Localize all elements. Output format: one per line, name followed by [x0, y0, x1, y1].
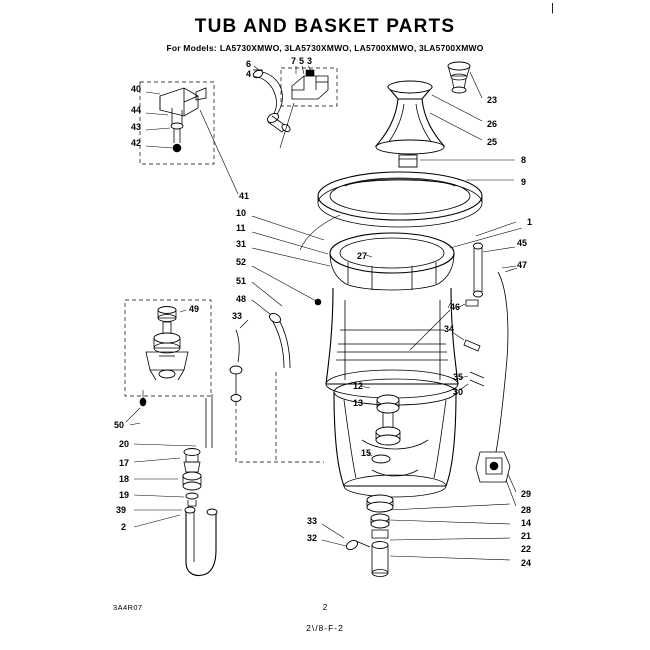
callout-28: 28	[521, 505, 532, 515]
callout-12: 12	[353, 381, 364, 391]
callout-51: 51	[236, 276, 247, 286]
hose-assembly-group	[252, 66, 291, 133]
callout-48: 48	[236, 294, 247, 304]
callout-5: 5	[299, 56, 305, 66]
callout-4: 4	[246, 69, 252, 79]
callout-27: 27	[357, 251, 368, 261]
callout-14: 14	[521, 518, 532, 528]
callout-29: 29	[521, 489, 532, 499]
callout-11: 11	[236, 223, 246, 233]
callout-49: 49	[189, 304, 200, 314]
outer-tub-group	[334, 379, 456, 497]
callout-7: 7	[291, 56, 297, 66]
callout-39: 39	[116, 505, 127, 515]
callout-2: 2	[121, 522, 127, 532]
callout-50: 50	[114, 420, 125, 430]
callout-46: 46	[450, 302, 461, 312]
drawing-number: 3A4R07	[113, 603, 143, 612]
callout-26: 26	[487, 119, 498, 129]
corner-mark: |	[551, 2, 554, 14]
callout-20: 20	[119, 439, 130, 449]
callout-34: 34	[444, 324, 455, 334]
callout-31: 31	[236, 239, 247, 249]
pump-detail-box	[125, 216, 330, 422]
callout-32: 32	[307, 533, 318, 543]
callout-25: 25	[487, 137, 498, 147]
callout-3: 3	[307, 56, 313, 66]
page-number: 2	[322, 603, 328, 612]
callout-21: 21	[521, 531, 532, 541]
model-list-label: For Models:	[166, 43, 217, 53]
callout-24: 24	[521, 558, 532, 568]
callout-35: 35	[453, 372, 464, 382]
callout-19: 19	[119, 490, 130, 500]
callout-15: 15	[361, 448, 372, 458]
callout-6: 6	[246, 59, 252, 69]
detail-box-top	[280, 66, 337, 148]
callout-30: 30	[453, 387, 464, 397]
bottom-stack-group	[322, 495, 510, 577]
callout-9: 9	[521, 177, 527, 187]
callout-45: 45	[517, 238, 528, 248]
callout-47: 47	[517, 260, 528, 270]
page-title: TUB AND BASKET PARTS	[194, 16, 456, 37]
model-list-values: LA5730XMWO, 3LA5730XMWO, LA5700XMWO, 3LA5700XMWO	[219, 43, 484, 53]
callout-43: 43	[131, 122, 142, 132]
drain-tube-group	[130, 372, 324, 576]
callout-52: 52	[236, 257, 247, 267]
callout-18: 18	[119, 474, 130, 484]
callout-42: 42	[131, 138, 142, 148]
callout-23: 23	[487, 95, 498, 105]
callout-40: 40	[131, 84, 142, 94]
agitator-dome-group	[376, 62, 515, 167]
revision-code: 2\/8-F-2	[306, 623, 344, 633]
water-valve-group	[140, 82, 238, 194]
callout-33-upper: 33	[232, 311, 243, 321]
callout-8: 8	[521, 155, 527, 165]
callout-33-lower: 33	[307, 516, 318, 526]
callout-10: 10	[236, 208, 247, 218]
callout-1: 1	[527, 217, 533, 227]
callout-41: 41	[239, 191, 250, 201]
callout-22: 22	[521, 544, 532, 554]
callout-13: 13	[353, 398, 364, 408]
callout-44: 44	[131, 105, 142, 115]
callout-17: 17	[119, 458, 130, 468]
